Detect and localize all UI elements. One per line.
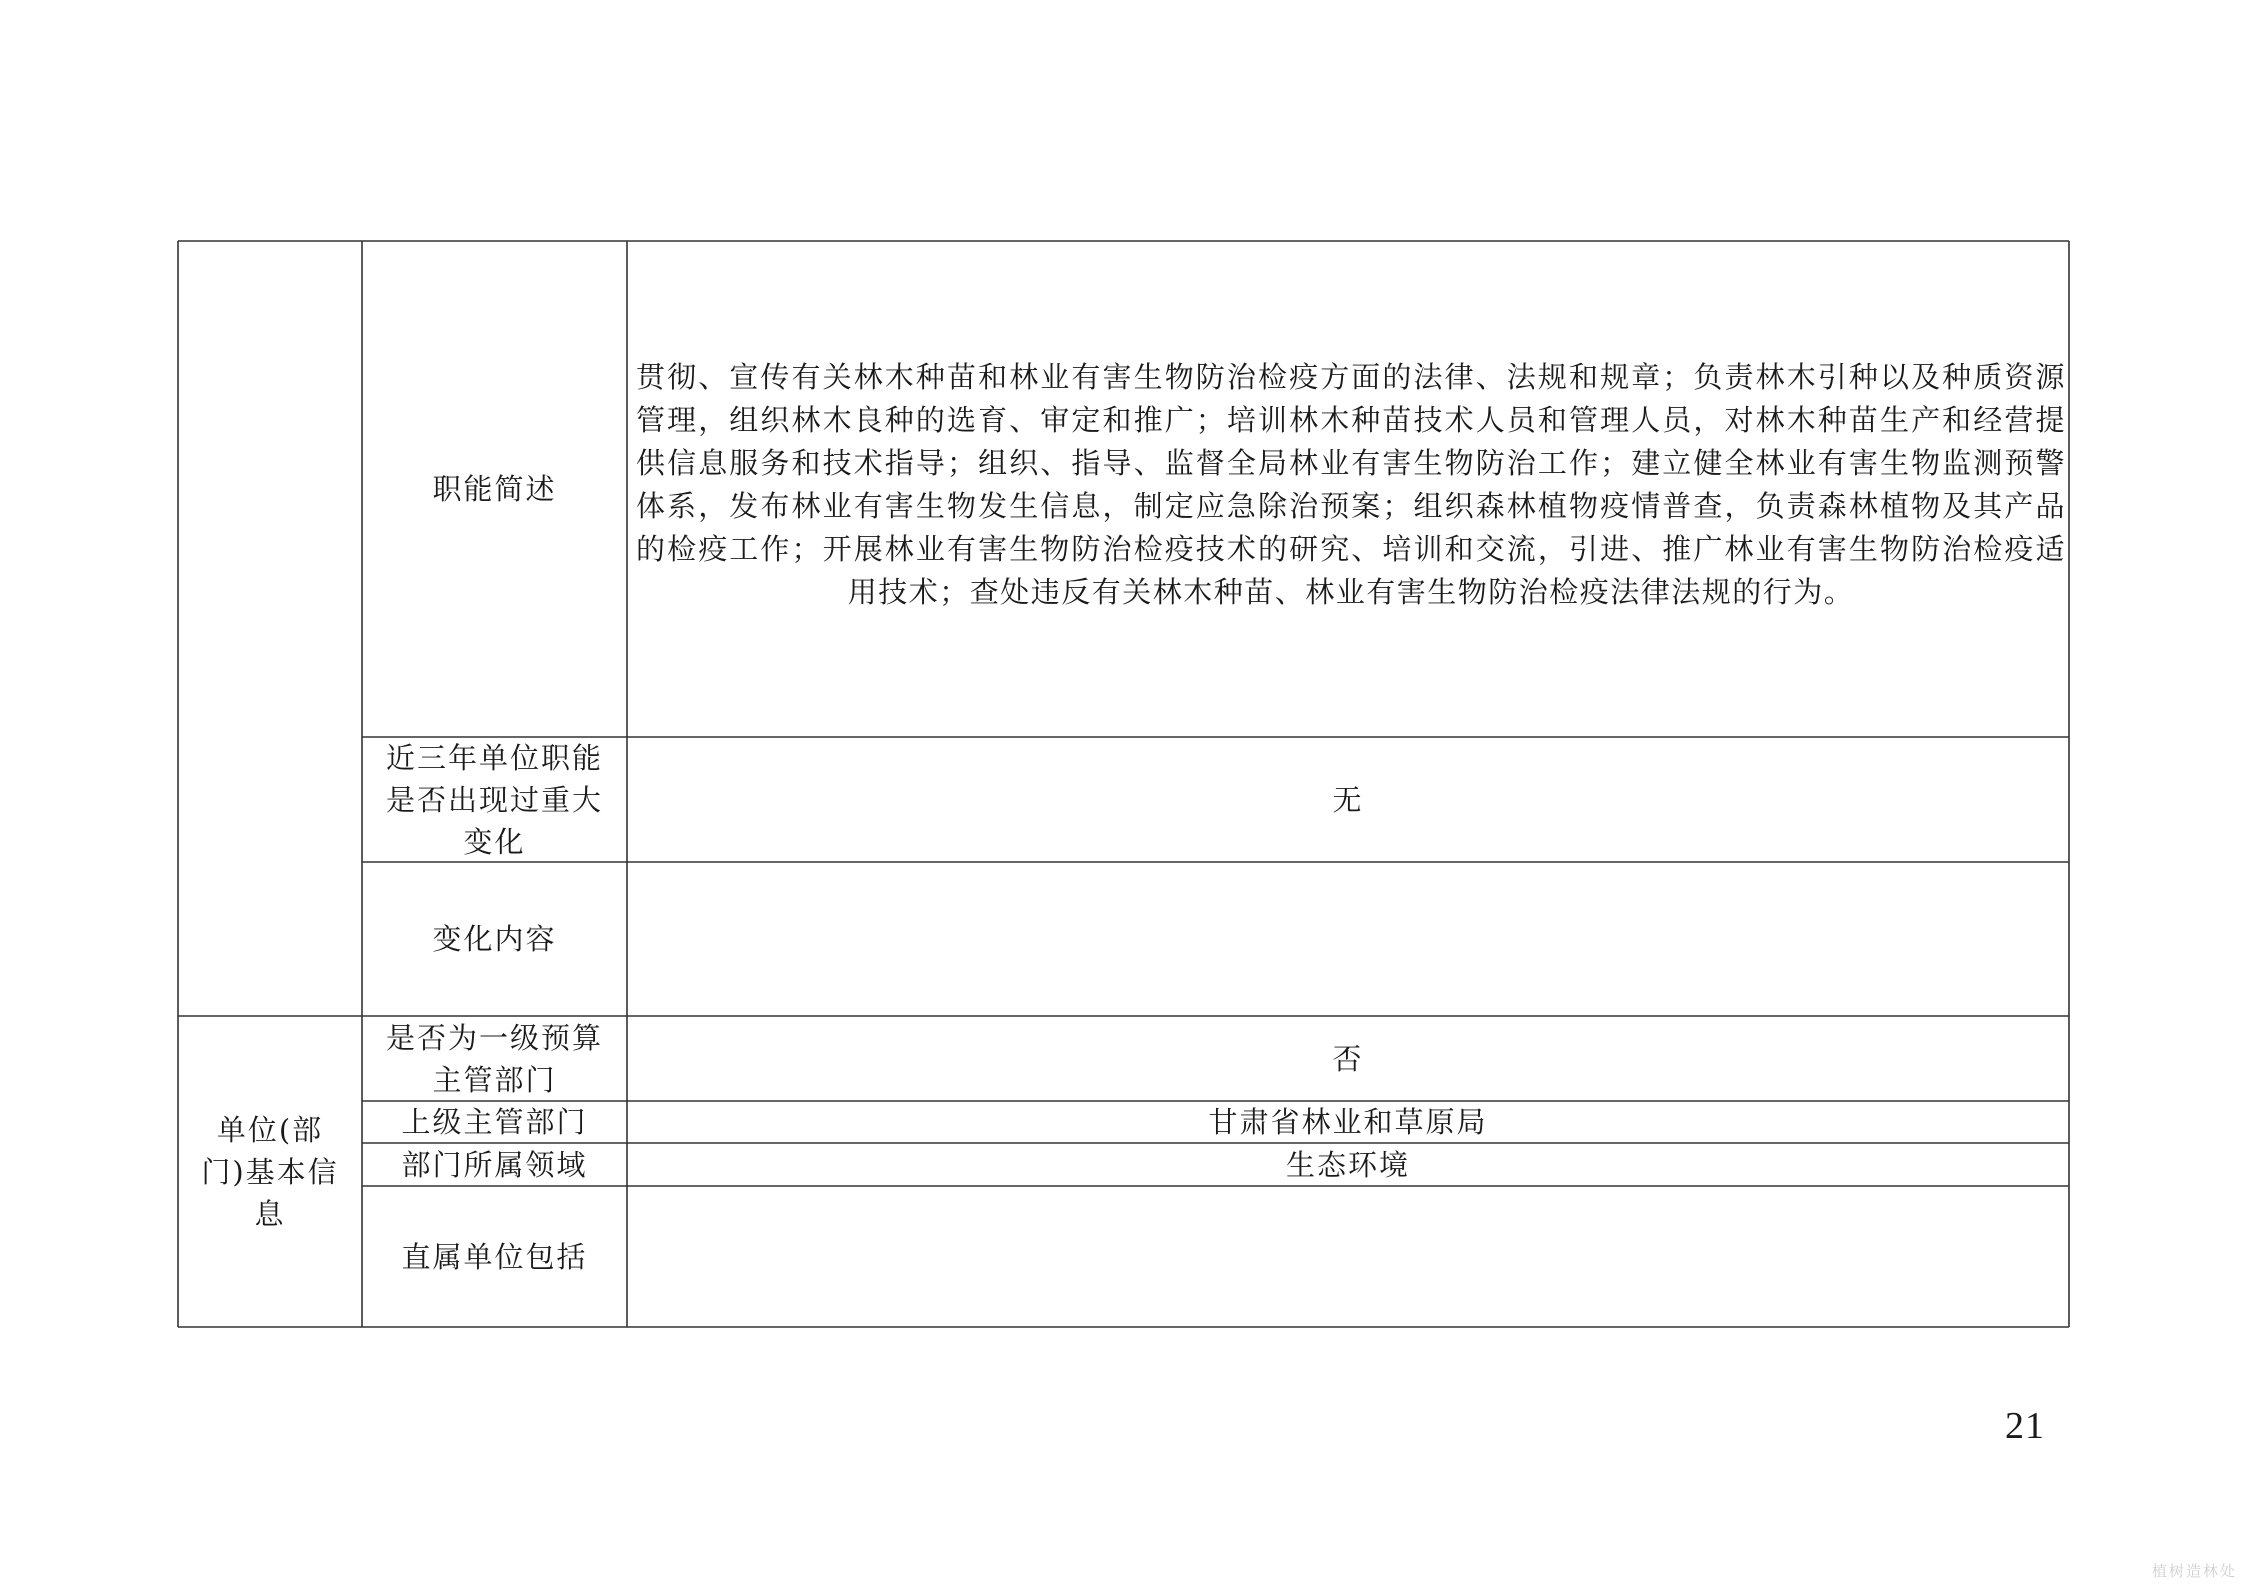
superior-label-cell (362, 1101, 627, 1143)
field-value: 生态环境 (1285, 1147, 1410, 1182)
change-content-label-cell (362, 862, 627, 1016)
function-desc-value: 贯彻、宣传有关林木种苗和林业有害生物防治检疫方面的法律、法规和规章；负责林木引种以及种质资源管理，组织林木良种的选育、审定和推广；培训林木种苗技术人员和管理人员，对林木种苗生产和经营提供信息服务和技术指导；组织、指导、监督全局林业有害生物防治工作；建立健全林业有害生物监测预警体系，发布林业有害生物发生信息，制定应急除治预案；组织森林植物疫情普查，负责森林植物及其产品的检疫工作；开展林业有害生物防治检疫技术的研究、培训和交流，引进、推广林业有害生物防治检疫适用技术；查处违反有关林木种苗、林业有害生物防治检疫法律法规的行为。 (636, 360, 2066, 609)
section1-header-cell (178, 241, 362, 1016)
superior-value: 甘肃省林业和草原局 (1208, 1105, 1488, 1139)
first-level-label: 是否为一级预算主管部门 (385, 1020, 603, 1097)
function-desc-label: 职能简述 (432, 472, 557, 506)
field-label-cell (362, 1143, 627, 1186)
page-number: 21 (2005, 1405, 2045, 1447)
section2-header: 单位(部门)基本信息 (201, 1112, 339, 1231)
first-level-label-cell (362, 1016, 627, 1101)
first-level-value-cell (627, 1016, 2069, 1101)
major-change-value: 无 (1332, 782, 1364, 817)
first-level-value: 否 (1332, 1041, 1364, 1076)
function-desc-label-cell (362, 241, 627, 737)
superior-label: 上级主管部门 (401, 1105, 588, 1139)
field-label: 部门所属领域 (401, 1147, 588, 1182)
major-change-value-cell (627, 737, 2069, 862)
major-change-label: 近三年单位职能是否出现过重大变化 (385, 740, 603, 859)
change-content-label: 变化内容 (432, 922, 557, 956)
major-change-label-cell (362, 737, 627, 862)
subordinates-value-cell (627, 1186, 2069, 1327)
watermark: 植树造林处 (2151, 1562, 2237, 1580)
section2-header-cell (178, 1016, 362, 1327)
change-content-value-cell (627, 862, 2069, 1016)
superior-value-cell (627, 1101, 2069, 1143)
subordinates-label: 直属单位包括 (401, 1239, 588, 1274)
field-value-cell (627, 1143, 2069, 1186)
subordinates-label-cell (362, 1186, 627, 1327)
